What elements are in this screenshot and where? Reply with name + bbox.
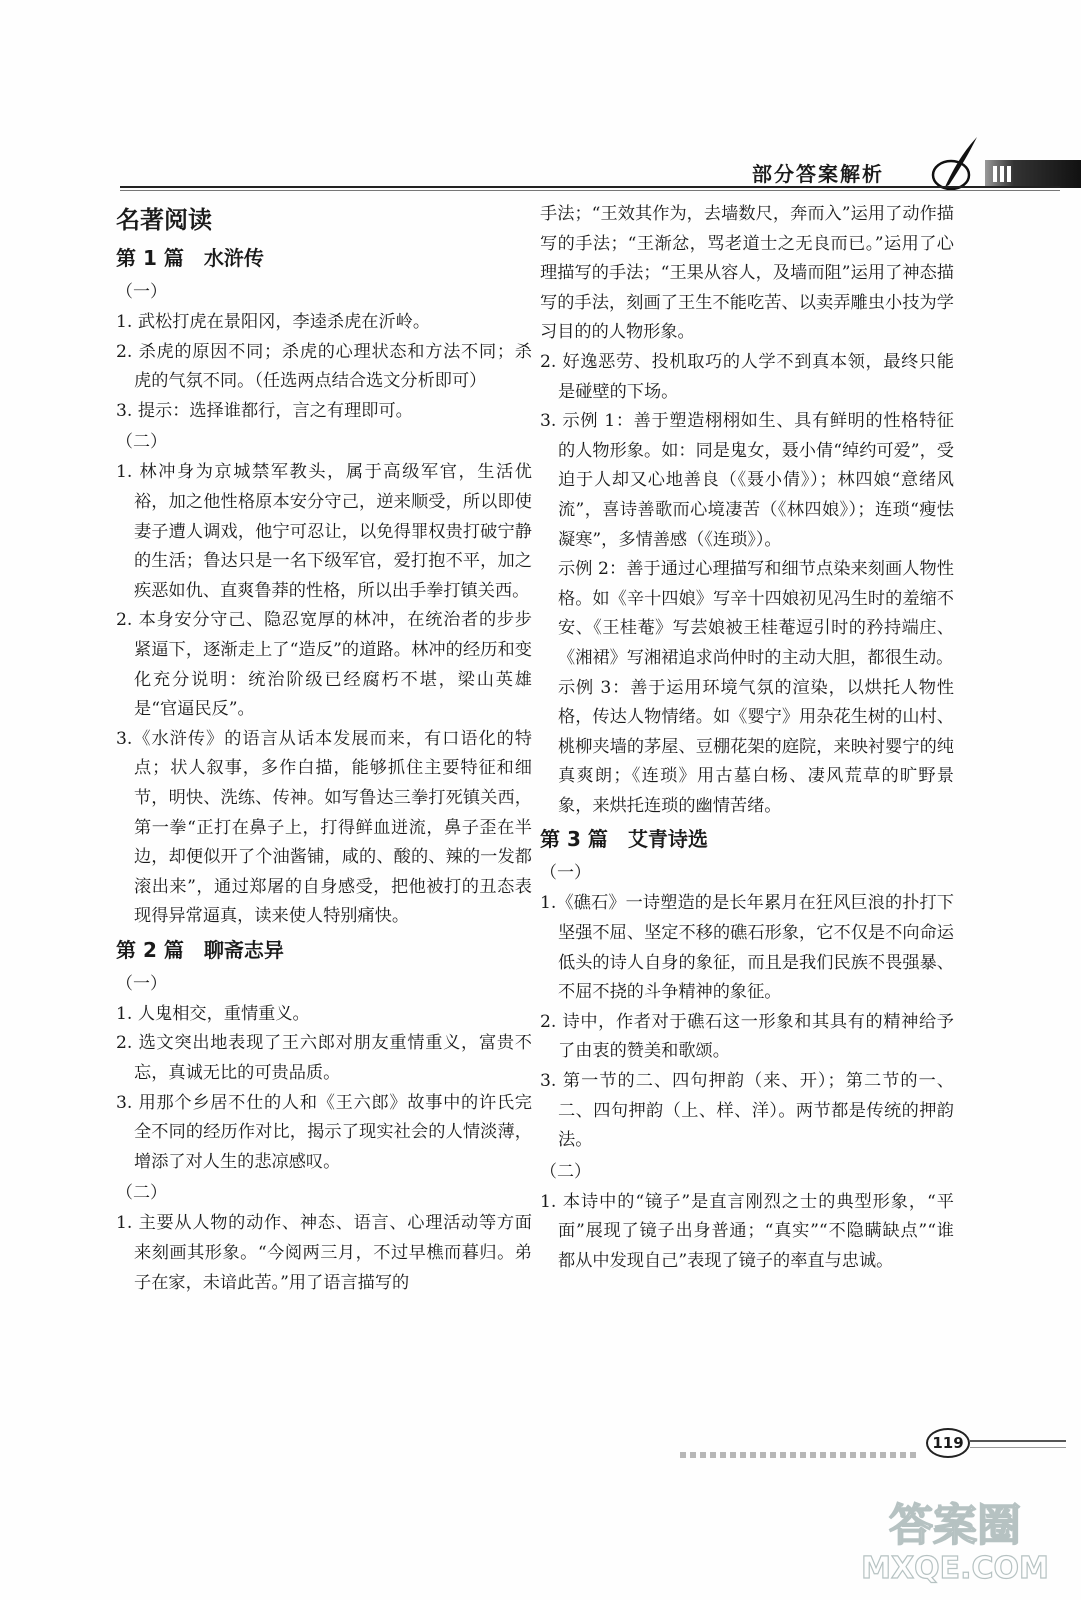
answer-item: 1. 人鬼相交，重情重义。 [116,1003,310,1024]
header-rule-thin [120,190,1060,191]
answer-item: 2. 好逸恶劳、投机取巧的人学不到真本领，最终只能是碰壁的下场。 [540,351,954,402]
chapter-heading: 第 1 篇 水浒传 [116,246,264,270]
answer-item: 3. 用那个乡居不仕的人和《王六郎》故事中的许氏完全不同的经历作对比，揭示了现实社会的人情淡薄，增添了对人生的悲凉感叹。 [116,1092,532,1172]
answer-item: 2. 杀虎的原因不同；杀虎的心理状态和方法不同；杀虎的气氛不同。（任选两点结合选文分析即可） [116,341,532,392]
answer-paragraph: 示例 2：善于通过心理描写和细节点染来刻画人物性格。如《辛十四娘》写辛十四娘初见冯生时的羞缩不安、《王桂菴》写芸娘被王桂菴逗引时的矜持端庄、《湘裙》写湘裙追求尚仲时的主动大胆，都很生动。 [558,559,954,668]
answer-item: 2. 本身安分守己、隐忍宽厚的林冲，在统治者的步步紧逼下，逐渐走上了“造反”的道路。林冲的经历和变化充分说明：统治阶级已经腐朽不堪，梁山英雄是“官逼民反”。 [116,610,532,720]
answer-item: 1. 武松打虎在景阳冈，李逵杀虎在沂岭。 [116,312,431,332]
watermark-logo [845,1488,1065,1588]
answer-item: 3. 示例 1：善于塑造栩栩如生、具有鲜明的性格特征的人物形象。如：同是鬼女，聂小倩“绰约可爱”，受迫于人却又心地善良（《聂小倩》）；林四娘“意绪风流”，喜诗善歌而心境凄苦（《林四娘》）；连琐“瘦怯凝寒”，多情善感（《连琐》）。 [540,411,954,550]
answer-paragraph: 手法；“王效其作为，去墙数尺，奔而入”运用了动作描写的手法；“王渐忿，骂老道士之无良而已。”运用了心理描写的手法；“王果从容人，及墙而阻”运用了神态描写的手法，刻画了王生不能吃苦、以卖弄雕虫小技为学习目的的人物形象。 [540,204,954,343]
answer-item: 1. 主要从人物的动作、神态、语言、心理活动等方面来刻画其形象。“今阅两三月，不过早樵而暮归。弟子在家，未谙此苦。”用了语言描写的 [116,1213,532,1293]
section-heading: 名著阅读 [116,206,212,234]
svg-text:答案圈: 答案圈 [889,1500,1021,1551]
footer-rule-thin [970,1447,1066,1448]
subsection-heading: （一） [116,282,167,302]
answer-item: 2. 诗中，作者对于礁石这一形象和其具有的精神给予了由衷的赞美和歌颂。 [540,1011,954,1062]
subsection-heading: （二） [116,432,167,453]
subsection-heading: （二） [540,1161,591,1182]
header-stripe-bar [985,160,1081,188]
svg-text:MXQE.COM: MXQE.COM [861,1551,1049,1586]
answer-item: 3. 提示：选择谁都行，言之有理即可。 [116,400,413,421]
answer-item: 1. 本诗中的“镜子”是直言刚烈之士的典型形象，“平面”展现了镜子出身普通；“真实”“不隐瞒缺点”“谁都从中发现自己”表现了镜子的率直与忠诚。 [540,1191,954,1271]
chapter-heading: 第 2 篇 聊斋志异 [116,937,284,962]
chapter-heading: 第 3 篇 艾青诗选 [540,827,708,852]
answer-paragraph: 示例 3：善于运用环境气氛的渲染，以烘托人物性格，传达人物情绪。如《婴宁》用杂花生树的山村、桃柳夹墙的茅屋、豆棚花架的庭院，来映衬婴宁的纯真爽朗；《连琐》用古墓白杨、凄风荒草的旷野景象，来烘托连琐的幽情苦绪。 [558,677,954,816]
answer-item: 1. 林冲身为京城禁军教头，属于高级军官，生活优裕，加之他性格原本安分守己，逆来顺受，所以即使妻子遭人调戏，他宁可忍让，以免得罪权贵打破宁静的生活；鲁达只是一名下级军官，爱打抱不平，加之疾恶如仇、直爽鲁莽的性格，所以出手拳打镇关西。 [116,462,532,601]
header-rule [120,186,1060,188]
footer-rule [970,1440,1066,1442]
header-title: 部分答案解析 [752,162,884,186]
subsection-heading: （一） [540,863,591,884]
answer-item: 1.《礁石》一诗塑造的是长年累月在狂风巨浪的扑打下坚强不屈、坚定不移的礁石形象，它不仅是不向命运低头的诗人自身的象征，而且是我们民族不畏强暴、不屈不挠的斗争精神的象征。 [540,893,954,1003]
subsection-heading: （二） [116,1183,167,1204]
left-column [116,200,532,1298]
answer-item: 3.《水浒传》的语言从话本发展而来，有口语化的特点；状人叙事，多作白描，能够抓住主要特征和细节，明快、洗练、传神。如写鲁达三拳打死镇关西，第一拳“正打在鼻子上，打得鲜血迸流，鼻子歪在半边，却便似开了个油酱铺，咸的、酸的、辣的一发都滚出来”，通过郑屠的自身感受，把他被打的丑态表现得异常逼真，读来使人特别痛快。 [116,728,532,927]
answer-item: 3. 第一节的二、四句押韵（来、开）；第二节的一、二、四句押韵（上、样、洋）。两节都是传统的押韵法。 [540,1071,954,1151]
subsection-heading: （一） [116,973,167,994]
answer-item: 2. 选文突出地表现了王六郎对朋友重情重义，富贵不忘，真诚无比的可贵品质。 [116,1033,532,1084]
page-number: 119 [926,1428,970,1458]
footer-dotted-rule [680,1452,920,1458]
right-column [540,200,954,1277]
